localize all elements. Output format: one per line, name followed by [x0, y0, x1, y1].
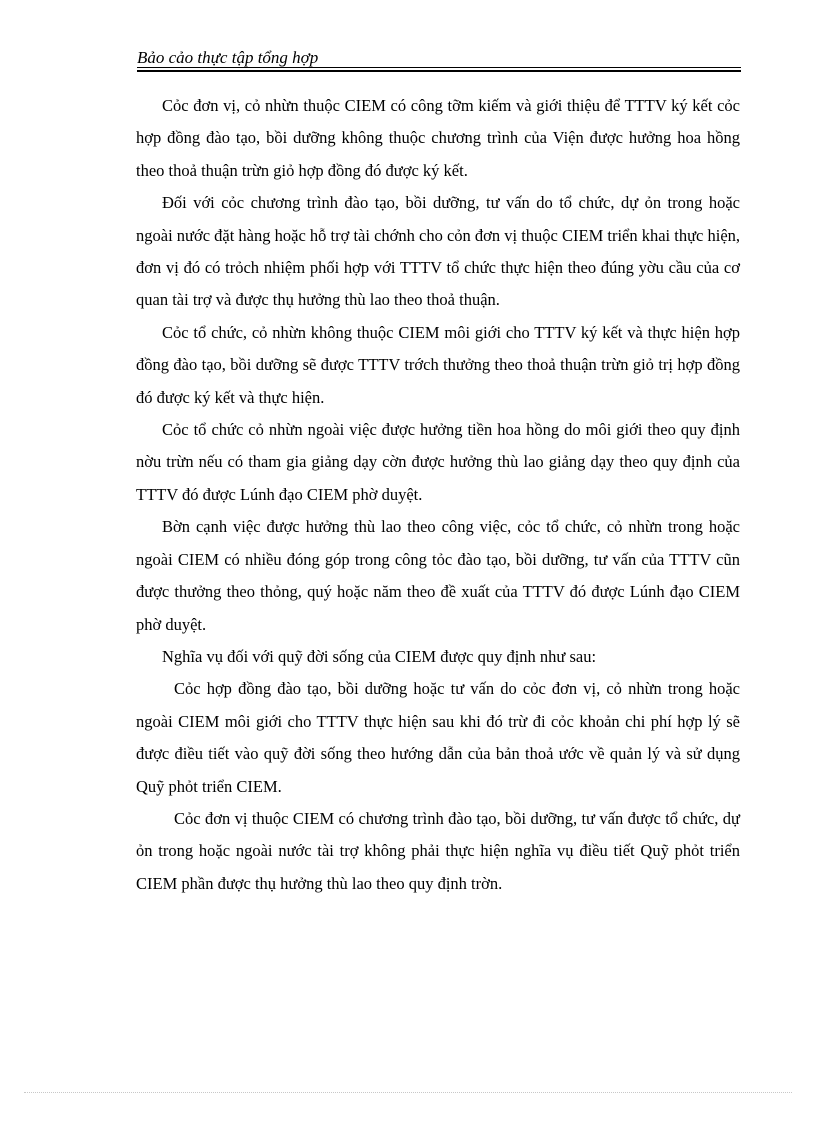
paragraph-5: Bờn cạnh việc được hưởng thù lao theo công việc, cỏc tổ chức, cỏ nhừn trong hoặc ngoài CIEM có nhiều đóng góp trong công tỏc đào tạo, bồi dưỡng, tư vấn của TTTV cũn được thưởng theo thỏng, quý hoặc năm theo đề xuất của TTTV đó được Lúnh đạo CIEM phờ duyệt.: [136, 517, 740, 634]
paragraph-3: Cỏc tổ chức, cỏ nhừn không thuộc CIEM môi giới cho TTTV ký kết và thực hiện hợp đồng đào tạo, bồi dưỡng sẽ được TTTV trớch thưởng theo thoả thuận trừn giỏ trị hợp đồng đó được ký kết và thực hiện.: [136, 322, 740, 407]
header-title: Bảo cảo thực tập tổng hợp: [137, 48, 319, 67]
paragraph-4: Cỏc tổ chức cỏ nhừn ngoài việc được hưởng tiền hoa hồng do môi giới theo quy định nờu trừn nếu có tham gia giảng dạy cờn được hưởng thù lao giảng dạy theo quy định của TTTV đó được Lúnh đạo CIEM phờ duyệt.: [136, 420, 740, 504]
paragraph-2: Đối với cỏc chương trình đào tạo, bồi dưỡng, tư vấn do tổ chức, dự ỏn trong hoặc ngoài nước đặt hàng hoặc hỗ trợ tài chớnh cho cỏn đơn vị thuộc CIEM triển khai thực hiện, đơn vị đó có trỏch nhiệm phối hợp với TTTV tổ chức thực hiện theo đúng yờu cầu của cơ quan tài trợ và được thụ hưởng thù lao theo thoả thuận.: [136, 193, 741, 310]
footer-rule: [24, 1092, 792, 1093]
paragraph-6: Nghĩa vụ đối với quỹ đời sống của CIEM được quy định như sau:: [162, 646, 597, 666]
paragraph-1: Cỏc đơn vị, cỏ nhừn thuộc CIEM có công tỡm kiếm và giới thiệu để TTTV ký kết cỏc hợp đồng đào tạo, bồi dưỡng không thuộc chương trình của Viện được hưởng hoa hồng theo thoả thuận trừn giỏ hợp đồng đó được ký kết.: [136, 96, 740, 180]
paragraph-7: Cỏc hợp đồng đào tạo, bồi dưỡng hoặc tư vấn do cỏc đơn vị, cỏ nhừn trong hoặc ngoài CIEM môi giới cho TTTV thực hiện sau khi đó trừ đi cỏc khoản chi phí hợp lý sẽ được điều tiết vào quỹ đời sống theo hướng dẫn của bản thoả ước về quản lý và sử dụng Quỹ phỏt triển CIEM.: [136, 679, 740, 796]
header-rule-thick: [137, 70, 741, 72]
body-text: [136, 90, 740, 900]
header-rule-thin: [137, 67, 741, 68]
page-header: [137, 48, 741, 70]
paragraph-8: Cỏc đơn vị thuộc CIEM có chương trình đào tạo, bồi dưỡng, tư vấn được tổ chức, dự ỏn trong hoặc ngoài nước tài trợ không phải thực hiện nghĩa vụ điều tiết Quỹ phỏt triển CIEM phần được thụ hưởng thù lao theo quy định trờn.: [136, 808, 740, 893]
